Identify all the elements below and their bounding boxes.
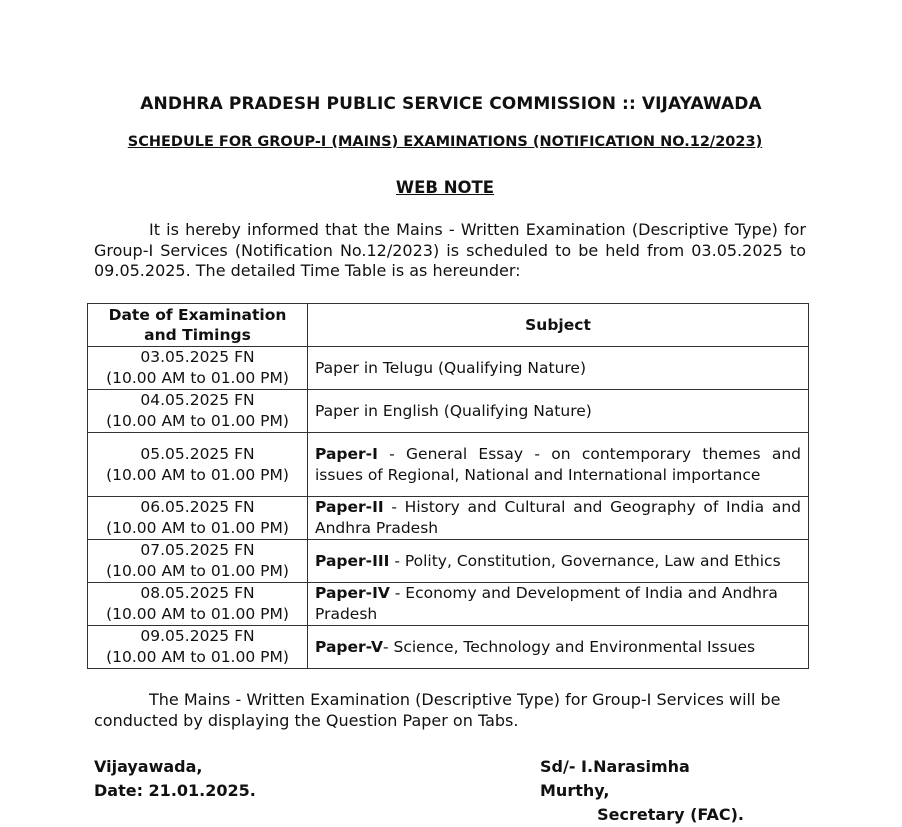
exam-date: 07.05.2025 FN xyxy=(140,541,255,559)
exam-date: 03.05.2025 FN xyxy=(140,348,255,366)
table-row xyxy=(88,433,809,497)
schedule-subtitle: SCHEDULE FOR GROUP-I (MAINS) EXAMINATIONS (NOTIFICATION NO.12/2023) xyxy=(127,134,763,150)
table-row xyxy=(88,626,809,669)
place: Vijayawada, xyxy=(94,757,203,776)
subject-cell xyxy=(308,347,809,390)
web-note-heading: WEB NOTE xyxy=(395,178,495,197)
date-cell xyxy=(88,626,308,669)
subject-cell xyxy=(308,583,809,626)
subject-cell xyxy=(308,390,809,433)
paper-name: Paper-IV xyxy=(315,584,390,602)
date-cell xyxy=(88,433,308,497)
closing-paragraph: The Mains - Written Examination (Descriptive Type) for Group-I Services will be conducted by displaying the Question Paper on Tabs. xyxy=(94,690,781,730)
signature-block xyxy=(540,755,760,827)
intro-paragraph: It is hereby informed that the Mains - Written Examination (Descriptive Type) for Group-I Services (Notification No.12/2023) is scheduled to be held from 03.05.2025 to 09.05.2025. The detailed Time Table is as hereunder: xyxy=(94,220,806,280)
paper-name: Paper-III xyxy=(315,551,390,570)
date-cell xyxy=(88,390,308,433)
exam-date: 06.05.2025 FN xyxy=(140,498,255,516)
subject-text: Paper in English (Qualifying Nature) xyxy=(315,401,592,420)
table-row xyxy=(88,347,809,390)
date-cell xyxy=(88,347,308,390)
exam-time: (10.00 AM to 01.00 PM) xyxy=(106,369,289,387)
exam-schedule-table xyxy=(87,303,809,669)
designation: Secretary (FAC). xyxy=(597,805,744,824)
subject-text: Paper in Telugu (Qualifying Nature) xyxy=(315,358,587,377)
subject-text: - Economy and Development of India and Andhra Pradesh xyxy=(315,584,778,623)
header-date-line1: Date of Examination xyxy=(108,306,287,324)
subject-text: - Science, Technology and Environmental Issues xyxy=(382,637,756,656)
commission-title: ANDHRA PRADESH PUBLIC SERVICE COMMISSION :: VIJAYAWADA xyxy=(140,94,762,114)
subject-cell xyxy=(308,497,809,540)
exam-time: (10.00 AM to 01.00 PM) xyxy=(106,562,289,580)
table-header-row xyxy=(88,304,809,347)
exam-date: 08.05.2025 FN xyxy=(140,584,255,602)
table-row xyxy=(88,540,809,583)
header-subject: Subject xyxy=(308,304,809,347)
table-row xyxy=(88,497,809,540)
exam-date: 04.05.2025 FN xyxy=(140,391,255,409)
signatory: Sd/- I.Narasimha Murthy, xyxy=(540,757,690,800)
date-cell xyxy=(88,497,308,540)
subject-text: - History and Cultural and Geography of India and Andhra Pradesh xyxy=(315,498,801,537)
issue-date: Date: 21.01.2025. xyxy=(94,781,256,800)
date-cell xyxy=(88,583,308,626)
header-date-line2: and Timings xyxy=(144,326,251,344)
exam-time: (10.00 AM to 01.00 PM) xyxy=(106,648,289,666)
table-row xyxy=(88,583,809,626)
place-date-block xyxy=(94,755,256,803)
exam-time: (10.00 AM to 01.00 PM) xyxy=(106,605,289,623)
subject-cell xyxy=(308,540,809,583)
table-row xyxy=(88,390,809,433)
exam-date: 09.05.2025 FN xyxy=(140,627,255,645)
subject-text: - General Essay - on contemporary themes and issues of Regional, National and International importance xyxy=(315,444,801,484)
date-cell xyxy=(88,540,308,583)
paper-name: Paper-II xyxy=(315,498,384,516)
exam-time: (10.00 AM to 01.00 PM) xyxy=(106,519,289,537)
header-date xyxy=(88,304,308,347)
exam-date: 05.05.2025 FN xyxy=(140,444,255,463)
exam-time: (10.00 AM to 01.00 PM) xyxy=(106,465,289,484)
subject-text: - Polity, Constitution, Governance, Law and Ethics xyxy=(389,551,781,570)
exam-time: (10.00 AM to 01.00 PM) xyxy=(106,412,289,430)
paper-name: Paper-I xyxy=(315,444,378,463)
paper-name: Paper-V xyxy=(315,637,383,656)
subject-cell xyxy=(308,626,809,669)
subject-cell xyxy=(308,433,809,497)
